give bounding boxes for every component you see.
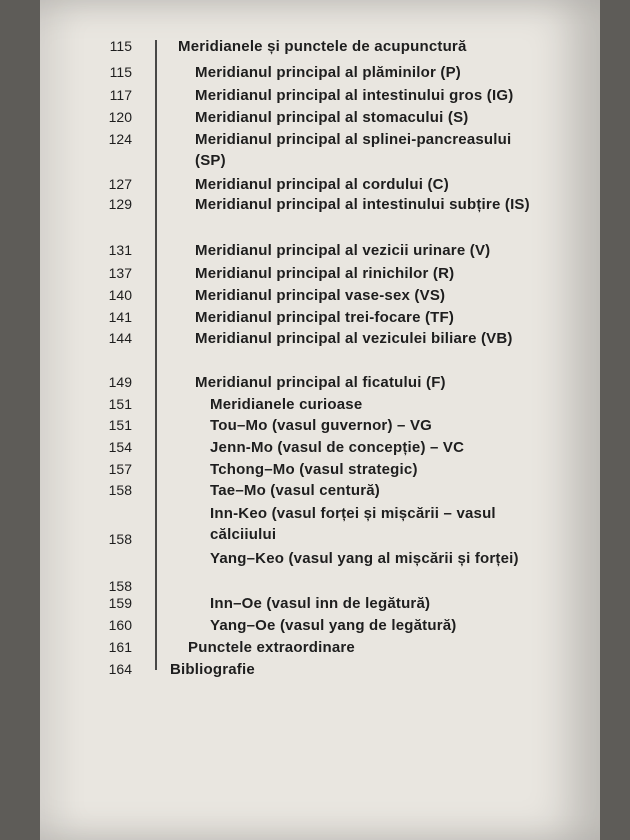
toc-page-number: 115 [109, 64, 132, 80]
toc-title: Tou–Mo (vasul guvernor) – VG [210, 417, 433, 434]
toc-title: Meridianul principal al ficatului (F) [195, 374, 446, 391]
toc-page-number: 137 [108, 265, 132, 281]
toc-page-number: 151 [108, 417, 132, 433]
toc-title: Jenn-Mo (vasul de concepție) – VC [210, 439, 465, 456]
toc-page-number: 159 [108, 595, 132, 611]
toc-title: Meridianul principal al plăminilor (P) [195, 64, 461, 81]
toc-title: Meridianul principal trei-focare (TF) [195, 309, 455, 326]
toc-page-number: 115 [109, 38, 132, 54]
toc-title: Bibliografie [170, 661, 255, 678]
toc-page-number: 129 [108, 196, 132, 212]
toc-title: Tchong–Mo (vasul strategic) [210, 461, 418, 478]
toc-page-number: 141 [108, 309, 132, 325]
toc-title: Meridianul principal al vezicii urinare (V) [195, 242, 491, 259]
toc-title: Inn-Keo (vasul forței și mișcării – vasul călciiului [210, 505, 496, 543]
toc-page-number: 149 [108, 374, 132, 390]
toc-page-number: 158 [108, 578, 132, 594]
toc-title: Meridianul principal vase-sex (VS) [195, 287, 446, 304]
toc-title: Meridianele și punctele de acupunctură [178, 38, 467, 55]
toc-title: Tae–Mo (vasul centură) [210, 482, 381, 499]
toc-page-number: 120 [108, 109, 132, 125]
toc-page-number: 127 [108, 176, 132, 192]
toc-title: Meridianul principal al intestinului subțire (IS) [195, 196, 530, 213]
toc-title: Meridianul principal al stomacului (S) [195, 109, 469, 126]
toc-title: Meridianul principal al intestinului gros (IG) [195, 87, 514, 104]
toc-page-number: 154 [108, 439, 132, 455]
toc-page-number: 144 [108, 330, 132, 346]
toc-title: Punctele extraordinare [188, 639, 355, 656]
toc-page-number: 131 [108, 242, 132, 258]
toc-title: Inn–Oe (vasul inn de legătură) [210, 595, 431, 612]
toc-title: Meridianul principal al rinichilor (R) [195, 265, 455, 282]
toc-page-number: 124 [108, 131, 132, 147]
toc-page-number: 151 [108, 396, 132, 412]
toc-page-number: 158 [108, 531, 132, 547]
toc-page-number: 117 [109, 87, 132, 103]
toc-title: Meridianul principal al veziculei biliare (VB) [195, 330, 513, 347]
toc-title: Meridianul principal al cordului (C) [195, 176, 449, 193]
toc-page-number: 140 [108, 287, 132, 303]
toc-page-number: 158 [108, 482, 132, 498]
toc-title: Yang–Keo (vasul yang al mișcării și forței) [210, 550, 519, 567]
toc-page-number: 160 [108, 617, 132, 633]
toc-page-number: 161 [108, 639, 132, 655]
toc-title: Yang–Oe (vasul yang de legătură) [210, 617, 457, 634]
toc-page-number: 164 [108, 661, 132, 677]
toc-page-number: 157 [108, 461, 132, 477]
toc-title: Meridianul principal al splinei-pancreasului (SP) [195, 131, 512, 169]
toc-title: Meridianele curioase [210, 396, 363, 413]
